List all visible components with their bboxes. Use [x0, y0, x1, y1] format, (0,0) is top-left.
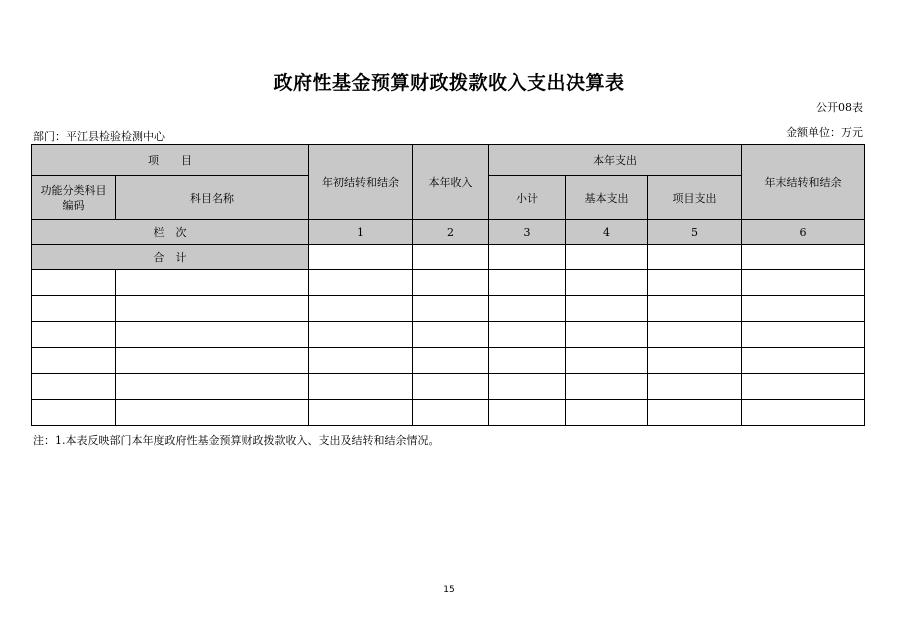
table-cell: [116, 322, 309, 348]
table-cell: [648, 348, 742, 374]
table-cell: [32, 322, 116, 348]
table-cell: [116, 400, 309, 426]
table-cell: [32, 270, 116, 296]
header-item: 项 目: [32, 145, 309, 176]
table-cell: [648, 400, 742, 426]
table-cell: [309, 245, 413, 270]
table-cell: [489, 400, 566, 426]
header-income: 本年收入: [413, 145, 489, 220]
table-cell: [309, 322, 413, 348]
table-cell: [116, 374, 309, 400]
table-cell: [648, 296, 742, 322]
table-cell: [489, 348, 566, 374]
table-cell: [309, 348, 413, 374]
table-cell: [116, 296, 309, 322]
table-cell: [116, 270, 309, 296]
table-cell: [309, 400, 413, 426]
table-row: [32, 374, 865, 400]
index-cell: 5: [648, 220, 742, 245]
table-cell: [742, 322, 865, 348]
table-cell: [566, 400, 648, 426]
table-cell: [489, 374, 566, 400]
header-closing-balance: 年末结转和结余: [742, 145, 865, 220]
table-cell: [742, 245, 865, 270]
table-cell: [32, 296, 116, 322]
table-cell: [309, 270, 413, 296]
table-cell: [742, 296, 865, 322]
table-cell: [309, 374, 413, 400]
document-code: 公开08表: [816, 101, 863, 114]
header-project-expense: 项目支出: [648, 176, 742, 220]
table-cell: [413, 270, 489, 296]
table-cell: [489, 296, 566, 322]
table-cell: [566, 322, 648, 348]
table-cell: [742, 348, 865, 374]
index-row: [32, 220, 865, 245]
table-cell: [32, 348, 116, 374]
table-row: [32, 322, 865, 348]
table-note: 注：1.本表反映部门本年度政府性基金预算财政拨款收入、支出及结转和结余情况。: [33, 434, 440, 447]
table-cell: [413, 322, 489, 348]
table-cell: [413, 245, 489, 270]
table-cell: [489, 322, 566, 348]
table-cell: [413, 400, 489, 426]
header-name: 科目名称: [116, 176, 309, 220]
index-cell: 1: [309, 220, 413, 245]
header-expense: 本年支出: [489, 145, 742, 176]
table-cell: [648, 270, 742, 296]
table-cell: [116, 348, 309, 374]
table-row: [32, 400, 865, 426]
budget-table: [31, 144, 865, 426]
header-row-1: [32, 145, 865, 176]
table-cell: [32, 374, 116, 400]
page-number: 15: [443, 585, 455, 595]
department-label: 部门：平江县检验检测中心: [33, 130, 165, 143]
header-subtotal: 小计: [489, 176, 566, 220]
table-cell: [742, 374, 865, 400]
table-cell: [413, 374, 489, 400]
table-cell: [742, 270, 865, 296]
table-row: [32, 296, 865, 322]
table-row: [32, 270, 865, 296]
header-opening-balance: 年初结转和结余: [309, 145, 413, 220]
index-cell: 3: [489, 220, 566, 245]
table-cell: [566, 270, 648, 296]
index-cell: 6: [742, 220, 865, 245]
total-row-label: 合 计: [32, 245, 309, 270]
index-cell: 2: [413, 220, 489, 245]
table-cell: [742, 400, 865, 426]
table-cell: [413, 296, 489, 322]
table-cell: [489, 270, 566, 296]
table-cell: [32, 400, 116, 426]
index-row-label: 栏 次: [32, 220, 309, 245]
index-cell: 4: [566, 220, 648, 245]
table-cell: [648, 322, 742, 348]
table-cell: [648, 245, 742, 270]
header-basic-expense: 基本支出: [566, 176, 648, 220]
table-cell: [489, 245, 566, 270]
table-cell: [413, 348, 489, 374]
table-cell: [648, 374, 742, 400]
amount-unit-label: 金额单位：万元: [786, 126, 863, 139]
table-cell: [309, 296, 413, 322]
total-row: [32, 245, 865, 270]
table-cell: [566, 374, 648, 400]
page-title: 政府性基金预算财政拨款收入支出决算表: [273, 72, 625, 94]
table-row: [32, 348, 865, 374]
table-cell: [566, 296, 648, 322]
table-cell: [566, 245, 648, 270]
table-cell: [566, 348, 648, 374]
header-code: 功能分类科目编码: [32, 176, 116, 220]
